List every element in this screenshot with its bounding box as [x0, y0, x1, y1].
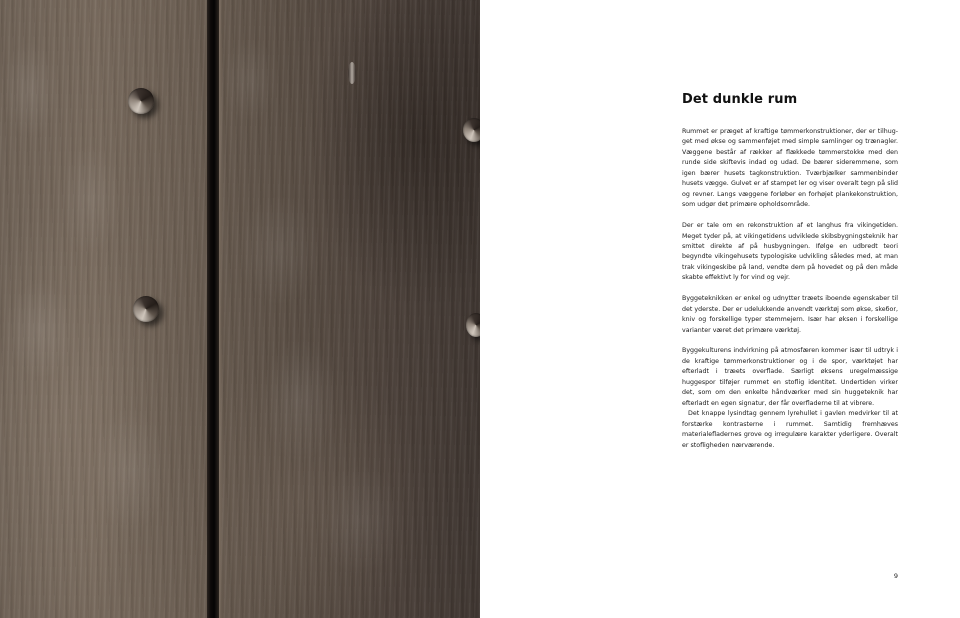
plank-edge — [219, 0, 223, 618]
paragraph: Det knappe lysindtag gennem lyrehullet i gavlen medvirker til at forstærke kontrasterne i rummet. Samtidig fremhæves materialefladernes grove og irregulære karakter yderligere. Overalt er stofligheden nærværende. — [682, 410, 898, 449]
text-page — [480, 0, 960, 618]
page-number: 9 — [893, 572, 898, 580]
wooden-peg-icon — [463, 118, 480, 142]
paragraph: Byggekulturens indvirkning på atmosfæren kommer især til udtryk i de kraftige tømmerkonstruktioner og i de spor, værktøjet har efterladt i træets overflade. Særligt øksens uregelmæssige huggespor tilføjer rummet en stoflig identitet. Undertiden virker det, som om den enkelte håndværker med sin huggeteknik har efterladt en egen signatur, der får overfladerne til at vibrere. — [682, 347, 898, 407]
wooden-peg-icon — [128, 88, 154, 114]
chapter-title: Det dunkle rum — [682, 92, 798, 107]
paragraph: Byggeteknikken er enkel og udnytter træets iboende egenskaber til det yderste. Der er udelukkende anvendt værktøj som økse, skeбor, kniv og forskellige typer stemmejern. Især har øksen i forskellige varianter været det primære værktøj. — [682, 295, 898, 334]
plank-gap — [207, 0, 219, 618]
body-text — [682, 127, 898, 461]
wood-knot — [348, 62, 356, 84]
paragraph: Rummet er præget af kraftige tømmerkonstruktioner, der er tilhugget med økse og sammenføjet med simple samlinger og trænagler. Væggene består af rækker af flækkede tømmerstokke med den runde side skiftevis indad og udad. De bærer sideremmene, som igen bærer husets tagkonstruktion. Tværbjælker sammenbinder husets vægge. Gulvet er af stampet ler og viser overalt tegn på slid og revner. Langs væggene forløber en forhøjet plankekonstruktion, som udgør det primære opholdsområde. — [682, 128, 898, 209]
wooden-peg-icon — [466, 313, 480, 337]
paragraph: Der er tale om en rekonstruktion af et langhus fra vikingetiden. Meget tyder på, at vikingetidens udviklede skibsbygningsteknik har smittet direkte af på husbygningen. Ifølge en udbredt teori begyndte vikingehusets typologiske udvikling således med, at man trak vikingeskibe på land, vendte dem på hovedet og på den måde skabte effektivt ly for vind og vejr. — [682, 222, 898, 282]
wooden-peg-icon — [133, 296, 159, 322]
